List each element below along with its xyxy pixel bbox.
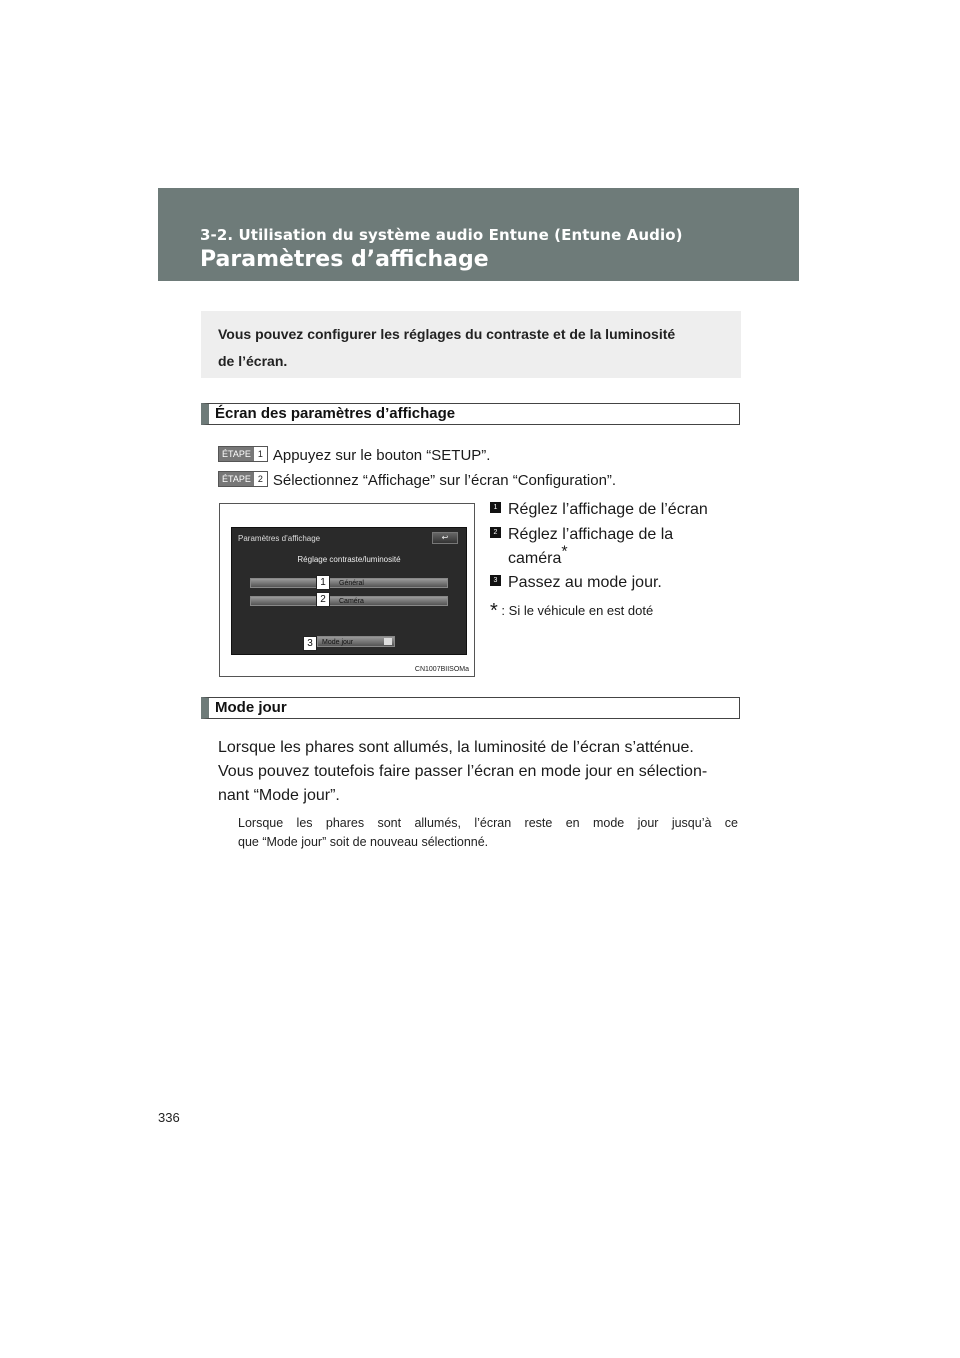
callout-3: 3 (303, 636, 317, 651)
number-1-icon: 1 (490, 502, 501, 513)
chapter-header (158, 188, 799, 281)
legend-item-3: 3 Passez au mode jour. (490, 571, 740, 595)
page-number: 336 (158, 1110, 180, 1125)
camera-button: Caméra (250, 596, 448, 606)
footnote: * : Si le véhicule en est doté (490, 600, 654, 622)
day-mode-button: Mode jour (317, 636, 395, 647)
step-badge: ÉTAPE 1 (218, 446, 268, 462)
page-title: Paramètres d’affichage (200, 247, 489, 272)
screen-figure (219, 503, 475, 677)
general-button: Général (250, 578, 448, 588)
legend-item-2: 2 Réglez l’affichage de la caméra* (490, 523, 740, 571)
asterisk-icon: * (490, 600, 498, 622)
mode-indicator-icon (384, 638, 392, 645)
display-settings-screen (231, 527, 467, 655)
number-2-icon: 2 (490, 527, 501, 538)
step-badge: ÉTAPE 2 (218, 471, 268, 487)
legend-item-1: 1 Réglez l’affichage de l’écran (490, 498, 740, 522)
step-2-text: Sélectionnez “Affichage” sur l’écran “Configuration”. (272, 472, 617, 489)
step-2 (218, 471, 616, 491)
intro-box (201, 311, 741, 378)
day-mode-note: Lorsque les phares sont allumés, l’écran reste en mode jour jusqu’à ce que “Mode jour” soit de nouveau sélectionné. (238, 816, 738, 849)
section-heading-day-mode: Mode jour (201, 697, 740, 719)
figure-code: CN1007BIISOMa (414, 666, 469, 673)
day-mode-paragraph: Lorsque les phares sont allumés, la luminosité de l’écran s’atténue. Vous pouvez toutefois faire passer l’écran en mode jour en sélection- nant “Mode jour”. (218, 739, 708, 804)
intro-line-2: de l’écran. (218, 353, 288, 369)
section-heading-display-settings: Écran des paramètres d’affichage (201, 403, 740, 425)
section-label: 3-2. Utilisation du système audio Entune (Entune Audio) (200, 226, 683, 244)
back-icon: ↩ (432, 532, 458, 544)
callout-2: 2 (316, 592, 330, 607)
screen-subtitle: Réglage contraste/luminosité (297, 555, 401, 564)
number-3-icon: 3 (490, 575, 501, 586)
step-1 (218, 446, 490, 466)
screen-title: Paramètres d’affichage (238, 534, 321, 543)
step-1-text: Appuyez sur le bouton “SETUP”. (272, 447, 491, 464)
intro-line-1: Vous pouvez configurer les réglages du contraste et de la luminosité (218, 326, 676, 342)
callout-1: 1 (316, 575, 330, 590)
